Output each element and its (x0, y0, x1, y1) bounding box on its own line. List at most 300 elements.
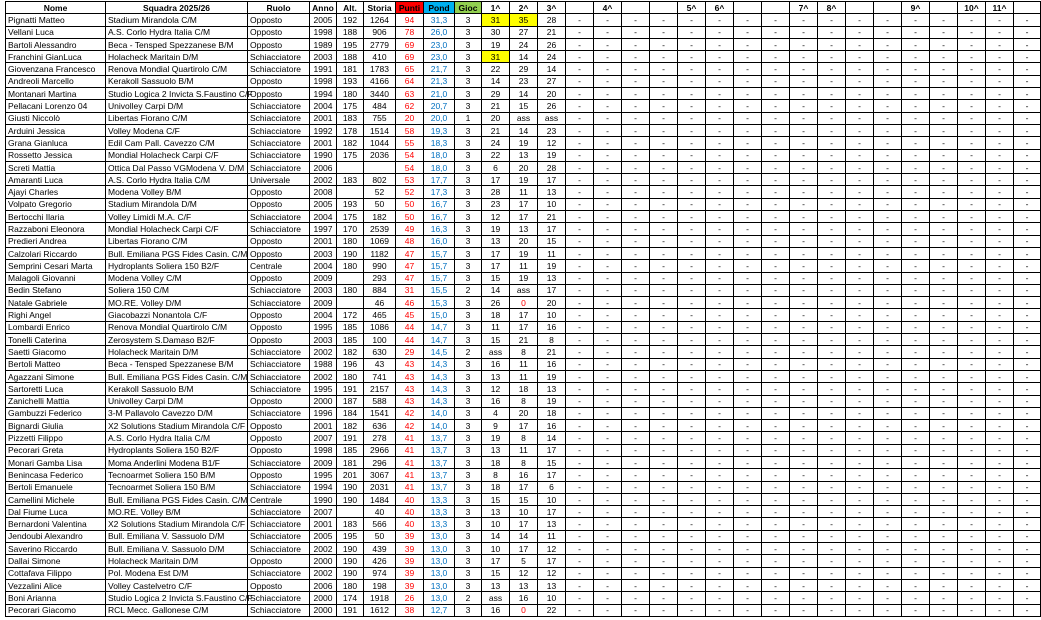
table-cell: - (930, 100, 958, 112)
table-cell: 3 (455, 260, 482, 272)
table-cell: - (622, 555, 650, 567)
table-cell: - (650, 481, 678, 493)
table-cell: 3 (455, 309, 482, 321)
table-cell: - (566, 383, 594, 395)
table-cell: 39 (396, 555, 424, 567)
table-cell: - (566, 100, 594, 112)
table-cell: - (986, 481, 1014, 493)
table-cell: - (706, 469, 734, 481)
table-cell: - (790, 395, 818, 407)
table-cell: 10 (538, 592, 566, 604)
table-cell: 3 (455, 506, 482, 518)
table-cell: - (734, 420, 762, 432)
table-cell: - (902, 604, 930, 616)
table-cell: 65 (396, 63, 424, 75)
table-cell: Schiacciatore (248, 63, 310, 75)
table-cell: - (958, 112, 986, 124)
table-cell: Righi Angel (6, 309, 106, 321)
table-cell: 12 (482, 211, 510, 223)
table-cell: - (818, 358, 846, 370)
table-cell: - (986, 469, 1014, 481)
table-cell: - (790, 51, 818, 63)
table-cell: 43 (396, 383, 424, 395)
table-cell: Bull. Emiliana V. Sassuolo D/M (106, 543, 248, 555)
table-cell: - (650, 235, 678, 247)
table-cell: 14,3 (424, 383, 455, 395)
table-cell: - (818, 481, 846, 493)
table-cell: - (622, 383, 650, 395)
column-header: 9^ (902, 2, 930, 14)
table-cell: - (650, 161, 678, 173)
table-cell: 3-M Pallavolo Cavezzo D/M (106, 407, 248, 419)
table-cell: - (566, 432, 594, 444)
table-cell: - (678, 112, 706, 124)
table-cell: 10 (482, 543, 510, 555)
table-cell: 185 (337, 321, 364, 333)
table-cell: 62 (396, 100, 424, 112)
table-row (6, 100, 1041, 112)
table-cell: 3 (455, 420, 482, 432)
table-row (6, 370, 1041, 382)
table-cell: - (678, 530, 706, 542)
table-cell: - (986, 592, 1014, 604)
table-cell: - (846, 530, 874, 542)
table-cell: 41 (396, 444, 424, 456)
table-cell: 465 (364, 309, 396, 321)
table-cell: - (958, 481, 986, 493)
table-cell: 8 (510, 432, 538, 444)
table-cell: 183 (337, 112, 364, 124)
table-cell: Schiacciatore (248, 481, 310, 493)
table-cell: - (986, 174, 1014, 186)
table-cell: - (706, 137, 734, 149)
table-cell: - (790, 321, 818, 333)
table-cell: - (650, 223, 678, 235)
table-row (6, 272, 1041, 284)
table-cell: Opposto (248, 14, 310, 26)
table-cell: - (902, 334, 930, 346)
table-cell: 1994 (310, 481, 337, 493)
table-cell: - (622, 260, 650, 272)
table-cell: - (678, 543, 706, 555)
table-cell: - (762, 14, 790, 26)
table-cell: - (566, 223, 594, 235)
table-cell: 3 (455, 395, 482, 407)
table-cell: 21 (510, 334, 538, 346)
table-cell: 17 (538, 284, 566, 296)
table-cell: Zerosystem S.Damaso B2/F (106, 334, 248, 346)
table-cell: - (846, 272, 874, 284)
table-cell: 2009 (310, 297, 337, 309)
table-cell: Schiacciatore (248, 370, 310, 382)
table-cell: - (790, 161, 818, 173)
table-cell: 39 (396, 530, 424, 542)
table-cell: - (874, 284, 902, 296)
table-cell: 8 (510, 456, 538, 468)
table-cell: - (762, 211, 790, 223)
table-cell: - (874, 247, 902, 259)
table-cell: Tecnoarmet Soliera 150 B/M (106, 481, 248, 493)
table-cell: - (930, 407, 958, 419)
table-cell: Lombardi Enrico (6, 321, 106, 333)
table-cell: - (986, 555, 1014, 567)
table-cell: - (958, 198, 986, 210)
table-cell: Opposto (248, 321, 310, 333)
table-cell: - (818, 51, 846, 63)
table-cell: - (818, 186, 846, 198)
table-cell: Schiacciatore (248, 51, 310, 63)
table-cell: Pecorari Greta (6, 444, 106, 456)
table-row (6, 137, 1041, 149)
table-cell: - (594, 469, 622, 481)
table-cell: - (594, 112, 622, 124)
table-cell: 10 (538, 198, 566, 210)
table-cell: 2001 (310, 518, 337, 530)
table-cell: - (902, 567, 930, 579)
table-cell: - (678, 211, 706, 223)
table-cell: - (650, 75, 678, 87)
table-cell: 3 (455, 358, 482, 370)
table-cell: 190 (337, 543, 364, 555)
table-cell: 182 (337, 137, 364, 149)
table-cell: 20 (538, 88, 566, 100)
table-cell: 44 (396, 321, 424, 333)
table-cell: - (678, 100, 706, 112)
table-cell: - (566, 284, 594, 296)
table-cell: 10 (538, 493, 566, 505)
table-cell: 2006 (310, 161, 337, 173)
table-row (6, 14, 1041, 26)
column-header: Alt. (337, 2, 364, 14)
table-cell: 50 (364, 530, 396, 542)
table-cell: - (734, 358, 762, 370)
table-cell: 69 (396, 51, 424, 63)
table-cell: - (958, 420, 986, 432)
table-cell: - (762, 555, 790, 567)
table-cell: - (790, 174, 818, 186)
table-cell: - (818, 38, 846, 50)
table-cell: 15 (482, 334, 510, 346)
table-cell: - (566, 137, 594, 149)
table-cell: - (678, 38, 706, 50)
table-cell: - (986, 88, 1014, 100)
table-cell: Arduini Jessica (6, 124, 106, 136)
table-cell: - (846, 284, 874, 296)
table-row (6, 247, 1041, 259)
table-cell: - (790, 272, 818, 284)
table-cell: - (846, 358, 874, 370)
table-cell: - (1014, 63, 1041, 75)
table-cell: 3 (455, 198, 482, 210)
table-cell: - (986, 493, 1014, 505)
table-cell: Mondial Holacheck Carpi C/F (106, 223, 248, 235)
table-cell: - (930, 383, 958, 395)
table-cell: - (650, 444, 678, 456)
table-cell: 3 (455, 174, 482, 186)
table-cell: - (930, 297, 958, 309)
table-cell: - (566, 604, 594, 616)
table-cell: - (1014, 481, 1041, 493)
table-cell: - (818, 75, 846, 87)
column-header (622, 2, 650, 14)
table-cell: - (930, 309, 958, 321)
table-cell: Schiacciatore (248, 284, 310, 296)
table-cell: Studio Logica 2 Invicta S.Faustino C/F (106, 592, 248, 604)
table-cell: - (958, 124, 986, 136)
table-cell: - (706, 506, 734, 518)
table-cell: - (566, 579, 594, 591)
table-body (6, 14, 1041, 617)
table-cell: 27 (538, 75, 566, 87)
table-cell: Predieri Andrea (6, 235, 106, 247)
table-cell: - (902, 26, 930, 38)
table-cell: - (874, 112, 902, 124)
table-cell: 16 (538, 358, 566, 370)
table-cell: Vezzalini Alice (6, 579, 106, 591)
table-cell: Opposto (248, 469, 310, 481)
table-cell: - (818, 592, 846, 604)
table-cell: - (762, 51, 790, 63)
table-cell: - (874, 235, 902, 247)
table-cell: 3 (455, 26, 482, 38)
table-cell: - (986, 137, 1014, 149)
table-cell: - (594, 100, 622, 112)
table-cell: - (594, 149, 622, 161)
table-cell: - (678, 63, 706, 75)
table-cell: 31 (482, 51, 510, 63)
table-cell: - (902, 211, 930, 223)
table-cell: 1998 (310, 444, 337, 456)
table-cell: 19 (510, 174, 538, 186)
table-cell: 43 (396, 358, 424, 370)
table-cell: - (622, 75, 650, 87)
table-cell: - (986, 420, 1014, 432)
table-cell: 2000 (310, 555, 337, 567)
table-cell: - (986, 112, 1014, 124)
table-cell: - (762, 481, 790, 493)
table-cell: Opposto (248, 38, 310, 50)
table-cell: - (1014, 407, 1041, 419)
table-cell: Universale (248, 174, 310, 186)
table-cell: Rossetto Jessica (6, 149, 106, 161)
table-cell: - (902, 235, 930, 247)
table-cell: - (986, 14, 1014, 26)
table-cell: Modena Volley C/M (106, 272, 248, 284)
table-cell: - (622, 211, 650, 223)
table-cell: Kerakoll Sassuolo B/M (106, 75, 248, 87)
table-cell: - (790, 407, 818, 419)
table-cell: - (734, 297, 762, 309)
table-cell: - (762, 370, 790, 382)
table-cell: - (650, 309, 678, 321)
table-cell: - (566, 51, 594, 63)
table-cell: - (1014, 284, 1041, 296)
table-cell: - (902, 297, 930, 309)
table-cell: - (930, 579, 958, 591)
table-cell: - (650, 543, 678, 555)
table-cell: Libertas Fiorano C/M (106, 112, 248, 124)
table-cell: - (902, 358, 930, 370)
table-cell: - (818, 321, 846, 333)
table-cell: - (594, 579, 622, 591)
table-cell: - (762, 124, 790, 136)
table-cell: 14,0 (424, 420, 455, 432)
table-cell: 15,0 (424, 309, 455, 321)
table-cell: 43 (396, 370, 424, 382)
table-cell: - (902, 88, 930, 100)
table-cell: - (734, 14, 762, 26)
table-cell: 13,0 (424, 530, 455, 542)
table-cell: 21 (482, 124, 510, 136)
table-cell: - (958, 530, 986, 542)
table-cell: Bull. Emiliana PGS Fides Casin. C/M (106, 370, 248, 382)
table-cell: 1044 (364, 137, 396, 149)
table-cell: - (566, 481, 594, 493)
table-cell: Stadium Mirandola C/M (106, 14, 248, 26)
table-cell: Opposto (248, 26, 310, 38)
table-cell: - (734, 604, 762, 616)
table-cell: - (902, 370, 930, 382)
table-cell: - (622, 420, 650, 432)
table-cell: - (622, 112, 650, 124)
table-cell: - (678, 407, 706, 419)
table-cell: Renova Mondial Quartirolo C/M (106, 321, 248, 333)
table-cell: - (930, 51, 958, 63)
table-cell: 14 (482, 284, 510, 296)
table-cell: 196 (337, 358, 364, 370)
table-cell: - (622, 334, 650, 346)
table-cell: - (566, 592, 594, 604)
table-cell: - (902, 579, 930, 591)
table-cell: 14,0 (424, 407, 455, 419)
table-cell: - (846, 407, 874, 419)
table-cell: 3 (455, 223, 482, 235)
table-cell: 14 (482, 75, 510, 87)
table-cell: - (874, 432, 902, 444)
table-cell: 3 (455, 186, 482, 198)
table-cell: - (566, 407, 594, 419)
table-cell: - (874, 88, 902, 100)
table-cell: - (874, 137, 902, 149)
table-cell: - (902, 420, 930, 432)
table-cell: - (650, 284, 678, 296)
table-cell: - (986, 284, 1014, 296)
table-cell: 566 (364, 518, 396, 530)
table-cell: - (762, 247, 790, 259)
table-cell: - (930, 395, 958, 407)
table-cell: 21 (482, 100, 510, 112)
table-cell: - (622, 88, 650, 100)
table-cell: - (678, 198, 706, 210)
table-cell: 2009 (310, 272, 337, 284)
table-cell: 13,7 (424, 481, 455, 493)
table-cell: 11 (510, 260, 538, 272)
table-cell: 4166 (364, 75, 396, 87)
table-cell: - (874, 14, 902, 26)
table-cell: 19 (482, 38, 510, 50)
table-cell: 17,7 (424, 174, 455, 186)
table-cell: - (1014, 370, 1041, 382)
table-cell: - (706, 198, 734, 210)
table-row (6, 444, 1041, 456)
table-cell: Zanichelli Mattia (6, 395, 106, 407)
column-header (930, 2, 958, 14)
table-cell: 191 (337, 383, 364, 395)
table-row (6, 395, 1041, 407)
table-cell: 2003 (310, 334, 337, 346)
table-cell: - (678, 518, 706, 530)
table-cell: 18 (482, 456, 510, 468)
table-cell: 17 (510, 309, 538, 321)
table-cell: 52 (364, 186, 396, 198)
table-cell: - (874, 370, 902, 382)
table-cell: 185 (337, 334, 364, 346)
table-cell: 48 (396, 235, 424, 247)
table-cell: - (706, 346, 734, 358)
table-cell: - (1014, 211, 1041, 223)
table-cell: 3 (455, 555, 482, 567)
table-cell: - (762, 543, 790, 555)
table-cell: - (874, 26, 902, 38)
table-cell: - (846, 88, 874, 100)
table-cell: 100 (364, 334, 396, 346)
table-cell: - (678, 481, 706, 493)
table-cell: - (930, 88, 958, 100)
table-cell: - (874, 124, 902, 136)
table-cell: - (566, 370, 594, 382)
table-cell: - (874, 383, 902, 395)
table-cell: 50 (364, 198, 396, 210)
table-cell: Volley Castelvetro C/F (106, 579, 248, 591)
table-cell: - (706, 149, 734, 161)
table-cell: 21,3 (424, 75, 455, 87)
table-cell: - (706, 38, 734, 50)
table-cell: - (958, 297, 986, 309)
table-cell: 43 (396, 395, 424, 407)
table-cell: 17 (510, 321, 538, 333)
table-cell: 2005 (310, 530, 337, 542)
table-cell: - (734, 137, 762, 149)
table-cell: Bertoli Emanuele (6, 481, 106, 493)
table-cell: 94 (396, 14, 424, 26)
table-cell: - (706, 383, 734, 395)
table-cell: - (594, 346, 622, 358)
table-cell: 15,7 (424, 260, 455, 272)
table-cell: - (846, 149, 874, 161)
table-cell: - (678, 149, 706, 161)
table-cell: - (622, 149, 650, 161)
table-cell: Giovenzana Francesco (6, 63, 106, 75)
column-header: 4^ (594, 2, 622, 14)
table-cell: 190 (337, 481, 364, 493)
table-cell: - (650, 88, 678, 100)
table-cell: - (734, 211, 762, 223)
table-cell: 23 (538, 124, 566, 136)
table-cell: - (790, 309, 818, 321)
table-cell: - (566, 334, 594, 346)
table-cell: - (930, 284, 958, 296)
table-row (6, 567, 1041, 579)
table-cell: - (790, 604, 818, 616)
table-cell: - (706, 75, 734, 87)
table-cell: 16 (482, 604, 510, 616)
table-cell: 21 (538, 346, 566, 358)
table-cell: 29 (510, 63, 538, 75)
table-cell: 14 (482, 530, 510, 542)
table-cell: - (986, 272, 1014, 284)
table-cell: 636 (364, 420, 396, 432)
table-cell: - (790, 518, 818, 530)
